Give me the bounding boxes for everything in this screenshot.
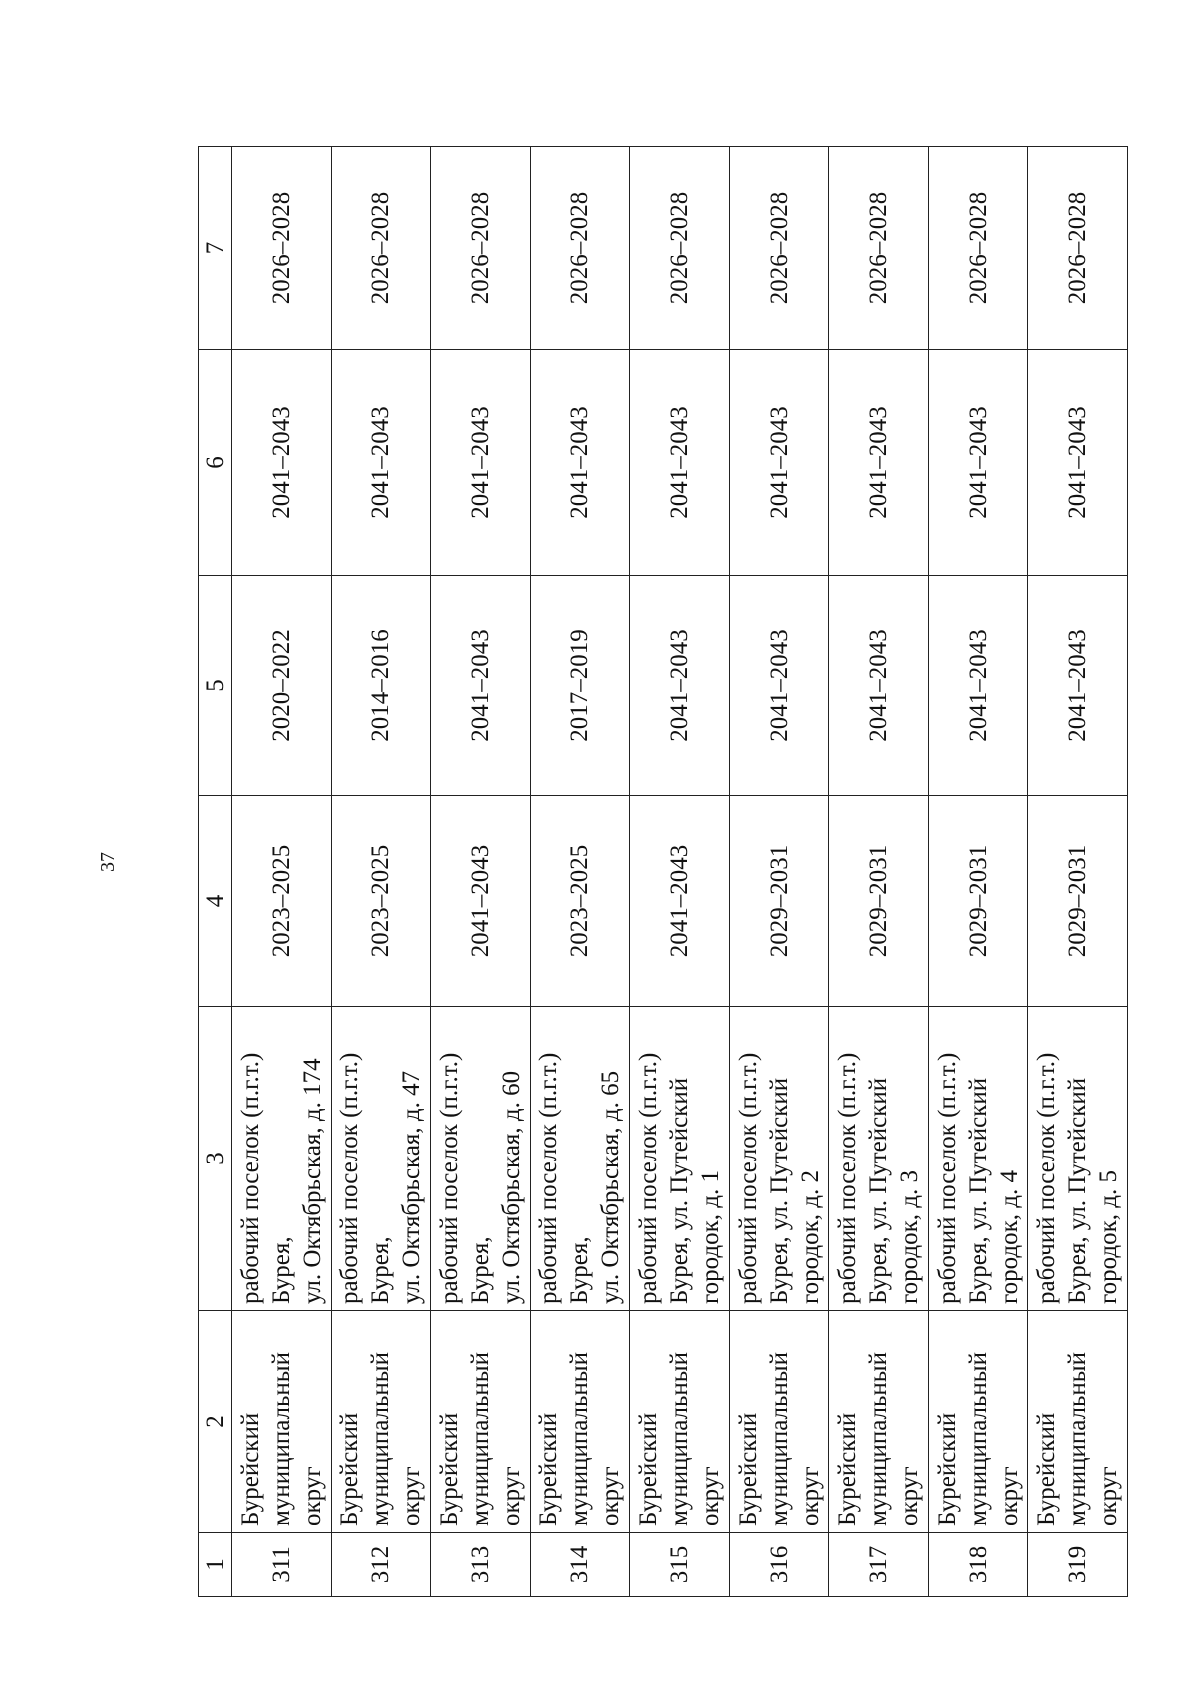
district-cell [729,1311,829,1533]
period-cell: 2023–2025 [331,796,431,1007]
address-cell-line: Бурея, ул. Путейский [665,1077,693,1304]
district-cell-line: Бурейский [933,1412,961,1526]
period-cell: 2014–2016 [331,576,431,796]
period-cell: 2041–2043 [331,350,431,576]
district-cell [630,1311,730,1533]
district-cell-line: округ [497,1466,525,1526]
district-cell [829,1311,929,1533]
row-number: 312 [331,1533,431,1597]
address-cell-line: городок, д. 4 [995,1170,1023,1304]
table-row [431,147,531,1597]
district-cell-line: округ [796,1466,824,1526]
table-row [1028,147,1128,1597]
address-cell [1028,1007,1128,1311]
district-cell [431,1311,531,1533]
address-cell-line: ул. Октябрьская, д. 47 [398,1070,426,1304]
period-cell: 2041–2043 [829,350,929,576]
row-number: 311 [232,1533,332,1597]
address-cell-line: Бурея, ул. Путейский [865,1077,893,1304]
period-cell: 2041–2043 [530,350,630,576]
period-cell: 2023–2025 [530,796,630,1007]
period-cell: 2026–2028 [431,147,531,350]
period-cell: 2029–2031 [729,796,829,1007]
address-cell [331,1007,431,1311]
address-cell [431,1007,531,1311]
period-cell: 2041–2043 [232,350,332,576]
address-cell-line: рабочий поселок (п.г.т.) [236,1052,264,1304]
period-cell: 2041–2043 [630,350,730,576]
district-cell-line: муниципальный [865,1352,893,1526]
row-number: 313 [431,1533,531,1597]
header-cell: 5 [199,576,232,796]
table-row [729,147,829,1597]
period-cell: 2041–2043 [729,576,829,796]
address-cell-line: рабочий поселок (п.г.т.) [336,1052,364,1304]
header-cell: 3 [199,1007,232,1311]
district-cell-line: Бурейский [535,1412,563,1526]
address-cell-line: Бурея, ул. Путейский [1064,1077,1092,1304]
period-cell: 2041–2043 [630,796,730,1007]
address-cell [729,1007,829,1311]
row-number: 314 [530,1533,630,1597]
district-cell-line: муниципальный [765,1352,793,1526]
district-cell-line: Бурейский [634,1412,662,1526]
address-cell-line: Бурея, [466,1236,494,1304]
district-cell-line: муниципальный [1064,1352,1092,1526]
district-cell-line: округ [896,1466,924,1526]
header-cell: 4 [199,796,232,1007]
district-cell-line: Бурейский [734,1412,762,1526]
district-cell-line: Бурейский [435,1412,463,1526]
period-cell: 2041–2043 [729,350,829,576]
period-cell: 2026–2028 [530,147,630,350]
header-cell: 7 [199,147,232,350]
period-cell: 2026–2028 [232,147,332,350]
address-cell [928,1007,1028,1311]
district-cell-line: муниципальный [367,1352,395,1526]
district-cell [928,1311,1028,1533]
address-cell-line: рабочий поселок (п.г.т.) [634,1052,662,1304]
data-table [198,146,1128,1597]
district-cell [530,1311,630,1533]
table-row [331,147,431,1597]
district-cell-line: муниципальный [665,1352,693,1526]
table-container [198,147,1128,1597]
period-cell: 2041–2043 [829,576,929,796]
district-cell-line: округ [995,1466,1023,1526]
address-cell [630,1007,730,1311]
address-cell-line: городок, д. 3 [896,1170,924,1304]
address-cell-line: рабочий поселок (п.г.т.) [834,1052,862,1304]
period-cell: 2041–2043 [928,350,1028,576]
address-cell-line: Бурея, [367,1236,395,1304]
address-cell-line: городок, д. 1 [696,1170,724,1304]
period-cell: 2029–2031 [928,796,1028,1007]
address-cell-line: рабочий поселок (п.г.т.) [535,1052,563,1304]
district-cell-line: муниципальный [964,1352,992,1526]
period-cell: 2041–2043 [1028,350,1128,576]
row-number: 317 [829,1533,929,1597]
header-cell: 6 [199,350,232,576]
table-row [630,147,730,1597]
period-cell: 2041–2043 [630,576,730,796]
period-cell: 2029–2031 [829,796,929,1007]
row-number: 319 [1028,1533,1128,1597]
district-cell [232,1311,332,1533]
address-cell-line: Бурея, [566,1236,594,1304]
address-cell-line: рабочий поселок (п.г.т.) [933,1052,961,1304]
header-row [199,147,232,1597]
district-cell-line: округ [1095,1466,1123,1526]
district-cell-line: Бурейский [236,1412,264,1526]
period-cell: 2041–2043 [431,576,531,796]
row-number: 318 [928,1533,1028,1597]
district-cell-line: муниципальный [566,1352,594,1526]
row-number: 315 [630,1533,730,1597]
header-cell: 2 [199,1311,232,1533]
table-row [232,147,332,1597]
district-cell-line: округ [696,1466,724,1526]
period-cell: 2029–2031 [1028,796,1128,1007]
district-cell-line: муниципальный [267,1352,295,1526]
address-cell-line: рабочий поселок (п.г.т.) [435,1052,463,1304]
district-cell-line: округ [398,1466,426,1526]
table-row [530,147,630,1597]
period-cell: 2023–2025 [232,796,332,1007]
period-cell: 2041–2043 [431,350,531,576]
address-cell [232,1007,332,1311]
address-cell-line: рабочий поселок (п.г.т.) [734,1052,762,1304]
district-cell-line: муниципальный [466,1352,494,1526]
address-cell-line: ул. Октябрьская, д. 174 [298,1058,326,1304]
district-cell-line: Бурейский [336,1412,364,1526]
district-cell-line: Бурейский [1033,1412,1061,1526]
address-cell-line: городок, д. 5 [1095,1170,1123,1304]
period-cell: 2041–2043 [1028,576,1128,796]
address-cell-line: Бурея, ул. Путейский [765,1077,793,1304]
address-cell-line: рабочий поселок (п.г.т.) [1033,1052,1061,1304]
table-row [928,147,1028,1597]
address-cell-line: городок, д. 2 [796,1170,824,1304]
address-cell-line: Бурея, [267,1236,295,1304]
period-cell: 2041–2043 [928,576,1028,796]
district-cell [1028,1311,1128,1533]
period-cell: 2026–2028 [630,147,730,350]
district-cell-line: округ [597,1466,625,1526]
header-cell: 1 [199,1533,232,1597]
district-cell [331,1311,431,1533]
row-number: 316 [729,1533,829,1597]
address-cell [530,1007,630,1311]
period-cell: 2026–2028 [928,147,1028,350]
district-cell-line: Бурейский [834,1412,862,1526]
period-cell: 2026–2028 [729,147,829,350]
address-cell-line: ул. Октябрьская, д. 60 [497,1070,525,1304]
address-cell [829,1007,929,1311]
period-cell: 2026–2028 [331,147,431,350]
period-cell: 2041–2043 [431,796,531,1007]
period-cell: 2017–2019 [530,576,630,796]
address-cell-line: ул. Октябрьская, д. 65 [597,1070,625,1304]
table-row [829,147,929,1597]
period-cell: 2020–2022 [232,576,332,796]
period-cell: 2026–2028 [829,147,929,350]
district-cell-line: округ [298,1466,326,1526]
page-number: 37 [97,852,119,872]
address-cell-line: Бурея, ул. Путейский [964,1077,992,1304]
period-cell: 2026–2028 [1028,147,1128,350]
